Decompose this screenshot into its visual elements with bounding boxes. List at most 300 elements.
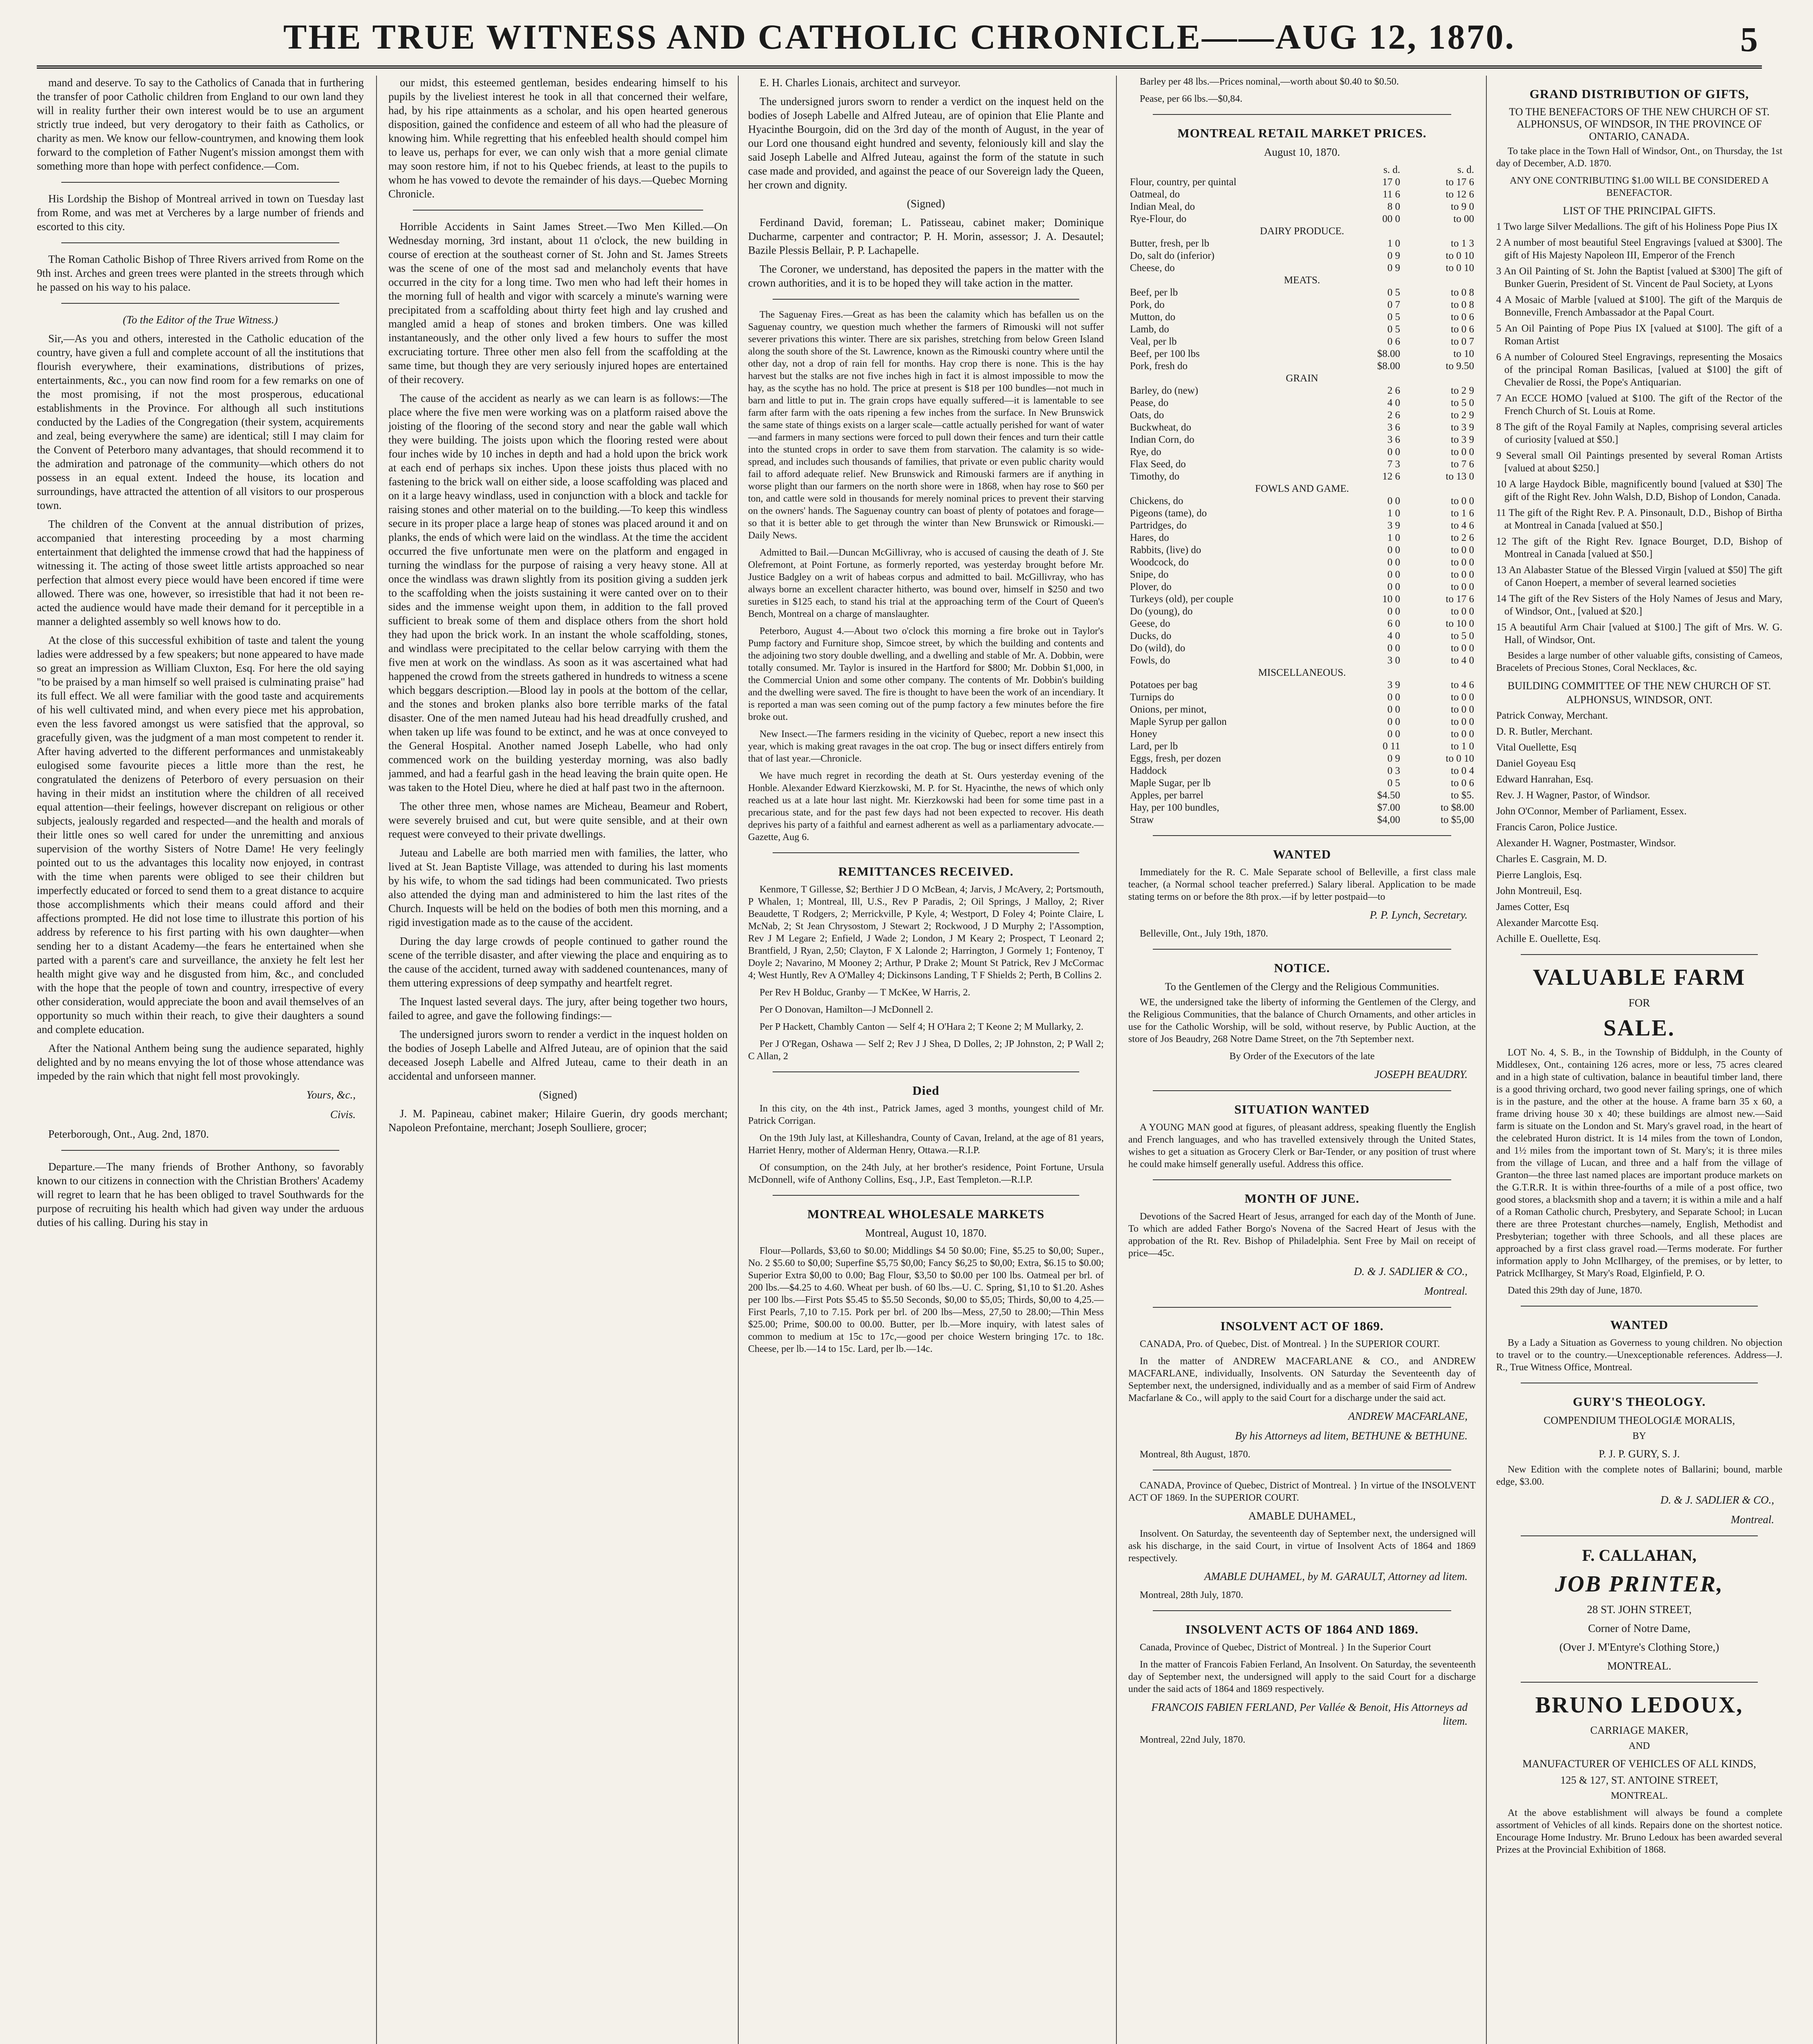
remittance-list: Per Rev H Bolduc, Granby — T McKee, W Harris, 2. xyxy=(760,987,970,998)
signed-label: (Signed) xyxy=(539,1089,577,1101)
table-row xyxy=(1128,385,1476,397)
article-paragraph: Ferdinand David, foreman; L. Patisseau, cabinet maker; Dominique Ducharme, carpenter and contractor; P. H. Morin, assessor; J. A. Desautel; Bazile Plessis Bellair, P. P. Lachapelle. xyxy=(748,216,1104,256)
table-cell: $7.00 xyxy=(1377,802,1401,813)
ad-heading: NOTICE. xyxy=(1274,961,1330,975)
table-cell: to 0 0 xyxy=(1451,704,1474,715)
table-cell: Flour, country, per quintal xyxy=(1130,177,1237,188)
list-item: 3 An Oil Painting of St. John the Baptist [valued at $300] The gift of Bunker Guerin, President of St. Vincent de Paul Society, at Lyons xyxy=(1496,266,1782,289)
letter-paragraph: After the National Anthem being sung the audience separated, highly delighted and by no means envying the lot of those whose attendance was impeded by the rain which that night fell most provokingly. xyxy=(37,1042,364,1082)
table-row xyxy=(1128,618,1476,630)
table-row xyxy=(1128,716,1476,728)
table-cell: 0 0 xyxy=(1387,495,1401,507)
divider xyxy=(1153,1307,1451,1308)
table-row xyxy=(1128,311,1476,323)
table-cell: 1 0 xyxy=(1387,508,1401,519)
list-item: Charles E. Casgrain, M. D. xyxy=(1496,854,1607,865)
table-row xyxy=(1128,654,1476,667)
gift-list xyxy=(1496,220,1782,646)
ad-subheading: AND xyxy=(1629,1741,1650,1751)
table-row xyxy=(1128,789,1476,802)
list-item: James Cotter, Esq xyxy=(1496,901,1569,912)
table-cell: to 0 6 xyxy=(1451,324,1474,335)
divider xyxy=(1521,954,1758,955)
court-line: Canada, Province of Quebec, District of Montreal. } In the Superior Court xyxy=(1140,1642,1431,1653)
article-paragraph: Horrible Accidents in Saint James Street.—Two Men Killed.—On Wednesday morning, 3rd instant, about 11 o'clock, the new building in course of erection at the southeast corner of St. John and St. James Streets was the scene of one of the most sad and melancholy events that have occurred in the city for a long time. Two men who had left their homes in the morning full of health and vigor with scarcely a minute's warning were precipitated from a scaffolding about thirty feet high and lay crushed and mangled amid a heap of stones and broken timbers. One was killed instantaneously, and the other only lived a few hours to suffer the most excruciating torture. Three other men also fell from the scaffolding at the same time, but though they are very seriously injured hopes are entertained of their recovery. xyxy=(388,220,728,385)
obituary: Of consumption, on the 24th July, at her brother's residence, Point Fortune, Ursula McDonnell, wife of Anthony Collins, Esq., J.P., East Templeton.—R.I.P. xyxy=(748,1162,1104,1185)
ad-body: Insolvent. On Saturday, the seventeenth day of September next, the undersigned will ask his discharge, in the said Court, in virtue of Insolvent Acts of 1864 and 1869 respectively. xyxy=(1128,1529,1476,1564)
table-header-cell: s. d. xyxy=(1383,164,1401,175)
ad-subheading: BY xyxy=(1632,1431,1646,1441)
obituary: On the 19th July last, at Killeshandra, County of Cavan, Ireland, at the age of 81 years, Harriet Henry, mother of Alderman Henry, Ottawa.—R.I.P. xyxy=(748,1133,1104,1156)
table-cell: 3 0 xyxy=(1387,655,1401,666)
table-cell: Buckwheat, do xyxy=(1130,422,1191,433)
table-cell: Veal, per lb xyxy=(1130,336,1177,347)
table-cell: to 0 0 xyxy=(1451,581,1474,592)
table-cell: to 10 0 xyxy=(1445,618,1474,629)
list-item: 13 An Alabaster Statue of the Blessed Virgin [valued at $50] The gift of Canon Hoepert, a member of several learned societies xyxy=(1496,565,1782,588)
table-section-label: FOWLS AND GAME. xyxy=(1255,483,1349,494)
divider xyxy=(61,1150,339,1151)
table-cell: 4 0 xyxy=(1387,630,1401,641)
ad-body: WE, the undersigned take the liberty of informing the Gentlemen of the Clergy, and the Religious Communities, that the balance of Church Ornaments, and other articles in use for the Catholic Worship, will be sold, without reserve, by Public Auction, at the store of Jos Beaudry, 268 Notre Dame Street, on the 7th September next. xyxy=(1128,997,1476,1044)
table-row xyxy=(1128,507,1476,520)
table-cell: Honey xyxy=(1130,728,1157,740)
table-row xyxy=(1128,556,1476,569)
divider xyxy=(1153,114,1451,115)
table-cell: 8 0 xyxy=(1387,201,1401,212)
table-cell: Haddock xyxy=(1130,765,1167,776)
table-row xyxy=(1128,520,1476,532)
table-cell: 0 9 xyxy=(1387,753,1401,764)
ad-title: JOB PRINTER, xyxy=(1555,1571,1724,1597)
list-item: Edward Hanrahan, Esq. xyxy=(1496,774,1593,785)
article-paragraph: The Coroner, we understand, has deposited the papers in the matter with the crown authorities, and it is to be hoped they will take action in the matter. xyxy=(748,263,1104,289)
letter-heading: (To the Editor of the True Witness.) xyxy=(123,314,278,326)
table-header-cell: s. d. xyxy=(1457,164,1474,175)
list-item: John O'Connor, Member of Parliament, Essex. xyxy=(1496,806,1687,817)
ad-body: Besides a large number of other valuable gifts, consisting of Cameos, Bracelets of Precious Stones, Coral Necklaces, &c. xyxy=(1496,650,1782,673)
table-cell: Oatmeal, do xyxy=(1130,189,1180,200)
table-cell: to 1 6 xyxy=(1451,508,1474,519)
remittance-list: Per O Donovan, Hamilton—J McDonnell 2. xyxy=(760,1004,933,1015)
ad-subheading: LIST OF THE PRINCIPAL GIFTS. xyxy=(1563,205,1716,217)
ad-subheading: TO THE BENEFACTORS OF THE NEW CHURCH OF ST. ALPHONSUS, OF WINDSOR, IN THE PROVINCE OF ONTARIO, CANADA. xyxy=(1509,106,1770,142)
table-cell: to 1 3 xyxy=(1451,238,1474,249)
table-cell: 4 0 xyxy=(1387,397,1401,408)
table-cell: to 0 4 xyxy=(1451,765,1474,776)
page-number: 5 xyxy=(1740,20,1758,59)
section-heading: MONTREAL RETAIL MARKET PRICES. xyxy=(1177,126,1427,140)
column-1 xyxy=(37,76,364,2044)
table-section-label: DAIRY PRODUCE. xyxy=(1259,226,1345,237)
article-paragraph: The other three men, whose names are Micheau, Beameur and Robert, were severely bruised and cut, but were quite sensible, and at their own request were conveyed to their private dwellings. xyxy=(388,800,728,840)
column-5 xyxy=(1496,76,1782,2044)
table-row xyxy=(1128,348,1476,360)
table-cell: to 2 9 xyxy=(1451,385,1474,396)
table-cell: 0 0 xyxy=(1387,557,1401,568)
table-cell: to 13 0 xyxy=(1445,471,1474,482)
divider xyxy=(1153,1610,1451,1611)
ad-body: At the above establishment will always be found a complete assortment of Vehicles of all kinds. Repairs done on the shortest notice. Encourage Home Industry. Mr. Bruno Ledoux has been awarded several Prizes at the Provincial Exhibition of 1868. xyxy=(1496,1808,1782,1855)
table-cell: to 0 0 xyxy=(1451,446,1474,457)
court-line: CANADA, Province of Quebec, District of Montreal. } In virtue of the INSOLVENT ACT OF 1869. In the SUPERIOR COURT. xyxy=(1128,1480,1476,1503)
table-cell: to 0 0 xyxy=(1451,606,1474,617)
letter-signature: Civis. xyxy=(330,1108,356,1121)
table-cell: to 9.50 xyxy=(1445,361,1474,372)
table-row xyxy=(1128,569,1476,581)
ad-body: Immediately for the R. C. Male Separate school of Belleville, a first class male teacher, (a Normal school teacher preferred.) Salary liberal. Application to be made stating terms on or before the 8th prox.—if by letter postpaid—to xyxy=(1128,867,1476,902)
table-cell: Rye-Flour, do xyxy=(1130,213,1187,224)
list-item: 11 The gift of the Right Rev. P. A. Pinsonault, D.D., Bishop of Birtha at Montreal in Canada [valued at $50.] xyxy=(1496,507,1782,531)
table-row xyxy=(1128,765,1476,777)
article-paragraph: The cause of the accident as nearly as we can learn is as follows:—The place where the five men were working was on a platform raised above the joisting of the flooring of the second story and near the gable wall which they were building. The joists upon which the flooring rested were about four inches wide by 10 inches in depth and had a hold upon the brick work at each end of perhaps six inches. Upon these joists thus placed with no fastening to the brick wall on either side, a loose scaffolding was placed and on it a large heavy windlass, used in conjunction with a block and tackle for raising stones and other material on to the building.—To keep this windless secure in its proper place a large heap of stones was placed around it and on planks, the ends of which were laid on the windlass. At the time the accident occurred the five unfortunate men were on the platform and engaged in turning the windlass for the purpose of raising a very heavy stone. All at once the windlass was drawn slightly from its position giving a sudden jerk to the scaffolding when the joists sustaining it were canted over on to their sides and the immense weight upon them, in addition to the fall proved sufficient to break some of them and displace others from the short hold they had upon the brick work. In an instant the whole scaffolding, stones, and windlass were precipitated to the cellar below carrying with them the five men at work on the windlass. As soon as it was ascertained what had happened the crowd from the streets gathered in hundreds to witness a scene which beggars description.—Blood lay in pools at the bottom of the cellar, and the stones and broken planks also bore terrible marks of the fatal disaster. One of the men named Juteau had his head dreadfully crushed, and when taken up life was found to be extinct, and he was at once conveyed to the General Hospital. Another named Joseph Labelle, who had only commenced work on the building yesterday morning, was also badly jammed, and had a fearful gash in the head leaving the brain quite open. He was taken to the Hotel Dieu, where he died at half past two in the afternoon. xyxy=(388,392,728,793)
table-cell: Pease, do xyxy=(1130,397,1169,408)
table-row xyxy=(1128,360,1476,372)
table-row xyxy=(1128,409,1476,421)
table-row xyxy=(1128,262,1476,274)
table-cell: 1 0 xyxy=(1387,532,1401,543)
table-row xyxy=(1128,188,1476,201)
article-paragraph: The undersigned jurors sworn to render a verdict in the inquest holden on the bodies of Joseph Labelle and Alfred Juteau, are of opinion that the said deceased Joseph Labelle and Alfred Juteau, came to their death in an accidental and unforseen manner. xyxy=(388,1028,728,1082)
ad-subheading: BUILDING COMMITTEE OF THE NEW CHURCH OF ST. ALPHONSUS, WINDSOR, ONT. xyxy=(1507,680,1771,706)
column-3 xyxy=(748,76,1104,2044)
table-cell: Mutton, do xyxy=(1130,312,1176,323)
ad-heading: MONTH OF JUNE. xyxy=(1244,1191,1360,1206)
table-cell: to 0 7 xyxy=(1451,336,1474,347)
ad-heading: SITUATION WANTED xyxy=(1234,1102,1370,1116)
table-cell: 0 5 xyxy=(1387,287,1401,298)
list-item: 10 A large Haydock Bible, magnificently bound [valued at $30] The gift of the Right Rev. John Walsh, D.D, Bishop of London, Canada. xyxy=(1496,479,1782,502)
table-cell: $8.00 xyxy=(1377,361,1401,372)
divider xyxy=(413,210,703,211)
table-cell: 3 6 xyxy=(1387,434,1401,445)
table-cell: to 0 0 xyxy=(1451,495,1474,507)
table-cell: Lard, per lb xyxy=(1130,741,1178,752)
ad-date: Dated this 29th day of June, 1870. xyxy=(1508,1285,1643,1296)
table-cell: Beef, per 100 lbs xyxy=(1130,348,1200,359)
divider xyxy=(1521,1535,1758,1536)
table-cell: Oats, do xyxy=(1130,410,1164,421)
table-cell: 0 5 xyxy=(1387,778,1401,789)
table-cell: to 0 10 xyxy=(1445,262,1474,273)
table-cell: Onions, per minot, xyxy=(1130,704,1207,715)
ad-subheading: P. J. P. GURY, S. J. xyxy=(1598,1448,1680,1460)
ad-date: Montreal, 22nd July, 1870. xyxy=(1140,1735,1246,1745)
ad-city: Montreal. xyxy=(1424,1285,1468,1297)
ad-body: By a Lady a Situation as Governess to young children. No objection to travel or to the country.—Unexceptionable references. Address—J. R., True Witness Office, Montreal. xyxy=(1496,1338,1782,1373)
column-divider xyxy=(1486,76,1487,2044)
list-item: 5 An Oil Painting of Pope Pius IX [valued at $100]. The gift of a Roman Artist xyxy=(1496,323,1782,347)
ad-signature: By his Attorneys ad litem, BETHUNE & BETHUNE. xyxy=(1235,1430,1468,1442)
remittance-list: Kenmore, T Gillesse, $2; Berthier J D O McBean, 4; Jarvis, J McAvery, 2; Portsmouth, P Whalen, 1; Montreal, Ill, U.S., Rev P Paradis, 2; Oil Springs, J Malloy, 2; River Beaudette, T Rodgers, 2; Merrickville, P Kyle, 4; Westport, D Foley 4; Pointe Claire, L McNab, 2; St Jean Chrysostom, J Stewart 2; Rockwood, J D Murphy 2; l'Assomption, Rev J M Legare 2; Enfield, J Wade 2; London, J M Keary 2; Prospect, T Leonard 2; Brantfield, J Ryan, 2,50; Clayton, F X Lalonde 2; Harrington, J Gormely 1; Fontenoy, T Doyle 2; Navarino, M Mooney 2; Arthur, P Drake 2; Mount St Patrick, Rev J McCormac 4; West Huntly, Rev A O'Malley 4; Dickinsons Landing, T F Shields 2; Perth, B Collins 2. xyxy=(748,884,1104,981)
table-cell: Woodcock, do xyxy=(1130,557,1189,568)
table-cell: 3 9 xyxy=(1387,520,1401,531)
table-cell: to 0 0 xyxy=(1451,716,1474,727)
table-cell: Pork, fresh do xyxy=(1130,361,1188,372)
table-cell: Indian Meal, do xyxy=(1130,201,1195,212)
market-date: Montreal, August 10, 1870. xyxy=(865,1227,987,1239)
ad-body: To take place in the Town Hall of Windsor, Ont., on Thursday, the 1st day of December, A.D. 1870. xyxy=(1496,146,1782,169)
table-cell: to 00 xyxy=(1453,213,1474,224)
table-cell: Pork, do xyxy=(1130,299,1165,310)
table-cell: to 12 6 xyxy=(1445,189,1474,200)
table-cell: to 4 6 xyxy=(1451,679,1474,690)
news-item: Departure.—The many friends of Brother Anthony, so favorably known to our citizens in connection with the Christian Brothers' Academy will regret to learn that he has been obliged to travel Southwards for the purpose of recruiting his health which had given way under the arduous duties of his calling. During his stay in xyxy=(37,1161,364,1228)
newspaper-title: THE TRUE WITNESS AND CATHOLIC CHRONICLE——AUG 12, 1870. xyxy=(283,17,1515,56)
table-cell: to 5 0 xyxy=(1451,397,1474,408)
table-cell: 0 0 xyxy=(1387,728,1401,740)
news-item: His Lordship the Bishop of Montreal arrived in town on Tuesday last from Rome, and was met at Vercheres by a large number of friends and escorted to this city. xyxy=(37,193,364,233)
market-report: Barley per 48 lbs.—Prices nominal,—worth about $0.40 to $0.50. xyxy=(1140,76,1399,87)
table-cell: to 0 0 xyxy=(1451,569,1474,580)
table-cell: Ducks, do xyxy=(1130,630,1172,641)
table-cell: 0 9 xyxy=(1387,262,1401,273)
table-cell: 1 0 xyxy=(1387,238,1401,249)
table-cell: to 1 0 xyxy=(1451,741,1474,752)
table-cell: Do, salt do (inferior) xyxy=(1130,250,1215,261)
list-item: Achille E. Ouellette, Esq. xyxy=(1496,933,1601,944)
section-heading: REMITTANCES RECEIVED. xyxy=(838,864,1014,879)
list-item: Pierre Langlois, Esq. xyxy=(1496,870,1582,881)
table-cell: Hares, do xyxy=(1130,532,1169,543)
article-paragraph: During the day large crowds of people continued to gather round the scene of the terrible disaster, and after viewing the place and enquiring as to the cause of the accident, turned away with saddened countenances, many of them uttering expressions of deep sympathy and heartfelt regret. xyxy=(388,935,728,989)
table-cell: to 3 9 xyxy=(1451,422,1474,433)
ad-city: MONTREAL. xyxy=(1607,1660,1672,1672)
table-cell: to 0 8 xyxy=(1451,287,1474,298)
table-section-label: MEATS. xyxy=(1284,275,1320,286)
table-cell: Rye, do xyxy=(1130,446,1161,457)
ad-signature: D. & J. SADLIER & CO., xyxy=(1660,1494,1774,1506)
table-cell: Rabbits, (live) do xyxy=(1130,545,1201,556)
divider xyxy=(773,1195,1079,1196)
article-paragraph: The Inquest lasted several days. The jury, after being together two hours, failed to agree, and gave the following findings:— xyxy=(388,995,728,1022)
table-cell: Lamb, do xyxy=(1130,324,1169,335)
masthead xyxy=(37,16,1762,69)
table-cell: Maple Syrup per gallon xyxy=(1130,716,1227,727)
ad-date: Belleville, Ont., July 19th, 1870. xyxy=(1140,928,1268,939)
table-row xyxy=(1128,802,1476,814)
table-row xyxy=(1128,323,1476,336)
divider xyxy=(773,1071,1079,1072)
table-row xyxy=(1128,630,1476,642)
news-item: The Roman Catholic Bishop of Three Rivers arrived from Rome on the 9th inst. Arches and green trees were planted in the streets through which he passed on his way to his palace. xyxy=(37,253,364,293)
table-row xyxy=(1128,642,1476,654)
list-item: 12 The gift of the Right Rev. Ignace Bourget, D.D, Bishop of Montreal in Canada [valued at $50.] xyxy=(1496,536,1782,560)
ad-address: 28 ST. JOHN STREET, xyxy=(1587,1603,1692,1616)
table-cell: Butter, fresh, per lb xyxy=(1130,238,1210,249)
ad-signature: AMABLE DUHAMEL, by M. GARAULT, Attorney ad litem. xyxy=(1204,1570,1468,1582)
news-item: Admitted to Bail.—Duncan McGillivray, who is accused of causing the death of J. Ste Olefremont, at Point Fortune, as formerly reported, was yesterday brought before Mr. Justice Badgley on a writ of habeas corpus and admitted to bail. McGillivray, who has always borne an excellent character hitherto, was bound over, himself in $250 and two sureties in $125 each, to stand his trial at the approaching term of the Court of Queen's Bench, Montreal on a charge of manslaughter. xyxy=(748,547,1104,619)
table-cell: 0 0 xyxy=(1387,606,1401,617)
table-cell: Snipe, do xyxy=(1130,569,1169,580)
table-cell: Turkeys (old), per couple xyxy=(1130,594,1234,605)
divider xyxy=(1521,1682,1758,1683)
table-cell: to 17 6 xyxy=(1445,594,1474,605)
table-cell: to 0 6 xyxy=(1451,778,1474,789)
letter-closing: Yours, &c., xyxy=(306,1089,356,1101)
ad-heading: INSOLVENT ACTS OF 1864 AND 1869. xyxy=(1185,1622,1419,1636)
article-paragraph: Juteau and Labelle are both married men with families, the latter, who lived at St. Jean Baptiste Village, was attended to during his last moments by his wife, to whom the sad tidings had been communicated. Two priests also attended the dying man and administered to him the last rites of the Church. Inquests will be held on the bodies of both men this morning, and a rigid investigation made as to the cause of the accident. xyxy=(388,847,728,928)
column-divider xyxy=(738,76,739,2044)
table-cell: to $5,00 xyxy=(1441,814,1474,825)
table-cell: 00 0 xyxy=(1382,213,1401,224)
table-cell: Do (young), do xyxy=(1130,606,1193,617)
table-cell: to 4 6 xyxy=(1451,520,1474,531)
article-paragraph: mand and deserve. To say to the Catholics of Canada that in furthering the transfer of poor Catholic children from England to our own land they will in reality further their own interest would be to use an argument strictly true indeed, but very derogatory to their faith as Catholics, or charity as men. We know our fellow-countrymen, and knowing them look forward to the completion of Father Nugent's mission amongst them with something more than hope with perfect confidence.—Com. xyxy=(37,76,364,172)
remittance-list: Per J O'Regan, Oshawa — Self 2; Rev J J Shea, D Dolles, 2; JP Johnston, 2; P Wall 2; C Allan, 2 xyxy=(748,1039,1104,1062)
ad-body: A YOUNG MAN good at figures, of pleasant address, speaking fluently the English and French languages, and who has travelled extensively through the United States, wishes to get a situation as Grocery Clerk or Bar-Tender, or any position of trust where he could make himself generally useful. Address this office. xyxy=(1128,1122,1476,1170)
ad-signature: P. P. Lynch, Secretary. xyxy=(1369,909,1468,921)
ad-body: Devotions of the Sacred Heart of Jesus, arranged for each day of the Month of June. To which are added Father Borgo's Novena of the Sacred Heart of Jesus with the approbation of the Rt. Rev. Bishop of Philadelphia. Sent Free by Mail on receipt of price—45c. xyxy=(1128,1211,1476,1259)
list-item: Patrick Conway, Merchant. xyxy=(1496,710,1608,721)
table-row xyxy=(1128,397,1476,409)
table-cell: Do (wild), do xyxy=(1130,643,1186,654)
table-row xyxy=(1128,458,1476,471)
divider xyxy=(61,242,339,243)
ad-heading: WANTED xyxy=(1273,847,1331,861)
table-cell: to 4 0 xyxy=(1451,655,1474,666)
table-cell: Maple Sugar, per lb xyxy=(1130,778,1211,789)
ad-subheading: COMPENDIUM THEOLOGIÆ MORALIS, xyxy=(1543,1414,1735,1426)
article-paragraph: The undersigned jurors sworn to render a verdict on the inquest held on the bodies of Joseph Labelle and Alfred Juteau, are of opinion that Elie Plante and Hyacinthe Bourgoin, did on the 3rd day of the month of August, in the year of our Lord one thousand eight hundred and seventy, feloniously kill and slay the said Joseph Labelle and Alfred Juteau, against the form of the statute in such case made and provided, and against the peace of our Sovereign lady the Queen, her crown and dignity. xyxy=(748,95,1104,191)
table-cell: 12 6 xyxy=(1382,471,1401,482)
table-cell: 3 9 xyxy=(1387,679,1401,690)
table-cell: 0 0 xyxy=(1387,581,1401,592)
table-cell: 0 6 xyxy=(1387,336,1401,347)
table-cell: Cheese, do xyxy=(1130,262,1175,273)
table-row xyxy=(1128,704,1476,716)
table-cell: Fowls, do xyxy=(1130,655,1170,666)
list-item: 1 Two large Silver Medallions. The gift of his Holiness Pope Pius IX xyxy=(1496,221,1778,232)
table-header-cell xyxy=(1128,164,1349,176)
ad-city: MONTREAL. xyxy=(1611,1791,1668,1801)
table-row xyxy=(1128,238,1476,250)
list-item: Alexander H. Wagner, Postmaster, Windsor. xyxy=(1496,838,1676,849)
table-cell: Straw xyxy=(1130,814,1154,825)
table-cell: to 0 0 xyxy=(1451,545,1474,556)
table-row xyxy=(1128,176,1476,188)
price-table xyxy=(1128,164,1476,826)
table-section-label: MISCELLANEOUS. xyxy=(1258,667,1346,678)
list-item: 15 A beautiful Arm Chair [valued at $100.] The gift of Mrs. W. G. Hall, of Windsor, Ont. xyxy=(1496,622,1782,645)
ad-subheading: To the Gentlemen of the Clergy and the Religious Communities. xyxy=(1165,981,1439,993)
table-row xyxy=(1128,679,1476,691)
ad-date: Montreal, 8th August, 1870. xyxy=(1140,1449,1250,1460)
column-divider xyxy=(1116,76,1117,2044)
ad-address: 125 & 127, ST. ANTOINE STREET, xyxy=(1560,1774,1718,1786)
table-cell: 10 0 xyxy=(1382,594,1401,605)
table-row xyxy=(1128,471,1476,483)
committee-list xyxy=(1496,709,1782,945)
list-item: 8 The gift of the Royal Family at Naples, comprising several articles of curiosity [valued at $50.] xyxy=(1496,421,1782,445)
table-cell: $4,00 xyxy=(1377,814,1401,825)
ad-subheading: FOR xyxy=(1628,997,1650,1009)
table-cell: to 0 6 xyxy=(1451,312,1474,323)
article-paragraph: E. H. Charles Lionais, architect and surveyor. xyxy=(760,76,961,89)
ad-subheading: MANUFACTURER OF VEHICLES OF ALL KINDS, xyxy=(1522,1758,1756,1770)
table-cell: 3 6 xyxy=(1387,422,1401,433)
ad-subheading: CARRIAGE MAKER, xyxy=(1590,1724,1688,1736)
news-item: We have much regret in recording the death at St. Ours yesterday evening of the Honble. Alexander Edward Kierzkowski, M. P. for St. Hyacinthe, the news of which only reached us at a late hour last night. Mr. Kierzkowski had been for some time past in a precarious state, and for the past few days had not been expected to recover. His death deprives his party of a faithful and earnest adherent as well as a parliamentary advocate.—Gazette, Aug 6. xyxy=(748,771,1104,843)
article-paragraph: our midst, this esteemed gentleman, besides endearing himself to his pupils by the liveliest interest he took in all that concerned their welfare, had, by his ripe attainments as a scholar, and his open hearted generous disposition, gained the confidence and esteem of all who had the pleasure of knowing him. While regretting that his enfeebled health should compel him to leave us, perhaps for ever, we can only wish that a more genial climate may soon restore him, if not to his Quebec friends, at least to the pupils to whom he has vowed to devote the remainder of his days.—Quebec Morning Chronicle. xyxy=(388,76,728,200)
list-item: John Montreuil, Esq. xyxy=(1496,885,1582,896)
article-paragraph: J. M. Papineau, cabinet maker; Hilaire Guerin, dry goods merchant; Napoleon Prefontaine, merchant; Joseph Soulliere, grocer; xyxy=(388,1107,728,1134)
ad-heading: GURY'S THEOLOGY. xyxy=(1573,1394,1706,1409)
ad-subheading: AMABLE DUHAMEL, xyxy=(1248,1510,1356,1522)
table-cell: to 0 8 xyxy=(1451,299,1474,310)
table-row xyxy=(1128,691,1476,704)
table-row xyxy=(1128,753,1476,765)
ad-address: (Over J. M'Entyre's Clothing Store,) xyxy=(1559,1641,1719,1653)
list-item: Rev. J. H Wagner, Pastor, of Windsor. xyxy=(1496,790,1650,801)
table-row xyxy=(1128,299,1476,311)
ad-heading: INSOLVENT ACT OF 1869. xyxy=(1220,1319,1384,1333)
table-row xyxy=(1128,728,1476,740)
table-cell: Timothy, do xyxy=(1130,471,1180,482)
table-row xyxy=(1128,544,1476,556)
signed-label: (Signed) xyxy=(907,197,945,210)
divider xyxy=(1153,835,1451,836)
section-heading: MONTREAL WHOLESALE MARKETS xyxy=(807,1207,1045,1221)
table-cell: to 0 0 xyxy=(1451,643,1474,654)
divider xyxy=(1521,1306,1758,1307)
divider xyxy=(1153,1090,1451,1091)
table-row xyxy=(1128,434,1476,446)
divider xyxy=(773,299,1079,300)
table-cell: 0 0 xyxy=(1387,446,1401,457)
table-cell: 0 0 xyxy=(1387,545,1401,556)
table-cell: $4.50 xyxy=(1377,790,1401,801)
table-row xyxy=(1128,532,1476,544)
letter-paragraph: Sir,—As you and others, interested in the Catholic education of the country, have given a full and complete account of all the institutions that flourish everywhere, their examinations, distributions of prizes, entertainments, &c., you can now find room for a few remarks on one of the most promising, if not the most prosperous, educational establishments in the Province. For although all such institutions conducted by the Ladies of the Congregation (their system, acquirements and zeal, being everywhere the same) are identical; still I may claim for the Convent of Peterboro many advantages, that should recommend it to the admiration and patronage of the community—which others do not possess in an equal extent. Indeed the house, its location and surroundings, have attracted the attention of all visitors to our prosperous town. xyxy=(37,332,364,511)
list-item: 14 The gift of the Rev Sisters of the Holy Names of Jesus and Mary, of Windsor, Ont., [valued at $20.] xyxy=(1496,593,1782,617)
table-cell: to 0 10 xyxy=(1445,753,1474,764)
market-report: Pease, per 66 lbs.—$0,84. xyxy=(1140,94,1243,104)
ad-body: By Order of the Executors of the late xyxy=(1229,1051,1375,1062)
court-line: CANADA, Pro. of Quebec, Dist. of Montreal. } In the SUPERIOR COURT. xyxy=(1140,1339,1440,1349)
table-cell: 6 0 xyxy=(1387,618,1401,629)
table-cell: to 3 9 xyxy=(1451,434,1474,445)
table-row xyxy=(1128,740,1476,753)
letter-paragraph: At the close of this successful exhibition of taste and talent the young ladies were addressed by a few speakers; but none appeared to have made so great an impression as William Cluxton, Esq. For here the old saying "to be praised by a man himself so well praised is culminating praise" had its full effect. We all were familiar with the good taste and acquirements of his well cultivated mind, and when every piece met his approbation, even the less favored amongst us were satisfied that the approval, so gracefully given, was the judgment of a man most competent to render it. After having adverted to the different performances and unmistakeably eulogised some favourite pieces a little more than the rest, he congratulated the denizens of Peterboro of every persuasion on their having in their midst an institution where the children of all received equal attention—their feelings, however discrepant on religious or other subjects, jealously regarded and respected—and the health and morals of their little ones so well cared for under the unremitting and anxious supervision of the worthy Sisters of Notre Dame! He very feelingly pointed out to us the advantages this locality now enjoyed, in contrast with the time when parents were obliged to see their children but imperfectly educated or forced to send them to a great distance to acquire those accomplishments which their means could afford and their affections prompted. He did not lose time to illustrate this portion of his address by reference to his first parting with his own daughter—when sending her to a distant Academy—the fears he entertained when she parted with a parent's care and surveillance, the anxiety he felt lest her health might give way and he disgusted from him, &c., and concluded with the hope that the people of town and country, irrespective of every other consideration, would appreciate the boon and avail themselves of an opportunity so much within their reach, to give their daughters a sound and complete education. xyxy=(37,634,364,1035)
table-cell: 7 3 xyxy=(1387,459,1401,470)
table-cell: 2 6 xyxy=(1387,385,1401,396)
table-cell: Potatoes per bag xyxy=(1130,679,1198,690)
ad-body: LOT No. 4, S. B., in the Township of Biddulph, in the County of Middlesex, Ont., containing 126 acres, more or less, 75 acres cleared and in a high state of cultivation, balance in beautiful timber land, there is a good thriving orchard, two good never failing springs, one of which is in the pasture, and the other at the house. A frame barn 35 x 60, a frame driving house 30 x 40; these buildings are almost new.—Said farm is situate on the London and St. Mary's gravel road, in the heart of the celebrated Huron district. It is 14 miles from the town of London, and 1½ miles from the important town of St. Mary's; it is three miles from the village of Lucan, and three and a half from the village of Granton—the three last named places are important produce markets on the G.T.R.R. It is within three-fourths of a mile of a post office, two good stores, a blacksmith shop and a tavern; it is within a mile and a half of a Roman Catholic church, Presbytery, and Separate School; in Lucan there are three Protestant churches—namely, English, Methodist and Presbyterian; together with three Schools, and all these places are approached by a first class gravel road.—Terms moderate. For further information apply to John McIlhargey, of the premises, or by letter, to Patrick McIlhargey, St Mary's Road, Elginfield, P. O. xyxy=(1496,1047,1782,1279)
table-cell: $8.00 xyxy=(1377,348,1401,359)
ad-signature: JOSEPH BEAUDRY. xyxy=(1374,1068,1468,1080)
table-row xyxy=(1128,421,1476,434)
table-cell: to $5. xyxy=(1451,790,1474,801)
obituary: In this city, on the 4th inst., Patrick James, aged 3 months, youngest child of Mr. Patrick Corrigan. xyxy=(748,1103,1104,1126)
table-row xyxy=(1128,581,1476,593)
table-cell: to 2 6 xyxy=(1451,532,1474,543)
ad-date: Montreal, 28th July, 1870. xyxy=(1140,1590,1244,1600)
news-item: Peterboro, August 4.—About two o'clock this morning a fire broke out in Taylor's Pump factory and Furniture shop, Simcoe street, by which the building and contents and the adjoining two story double dwelling, and a dwelling and stable of Mr. A. Dobbin, were totally consumed. Mr. Taylor is insured in the Hartford for $800; Mr. Dobbin $1,000, in the Commercial Union and some other company. The contents of Mr. Dobbin's building and the dwelling were saved. The fire is thought to have been the work of an incendiary. It is reported a man was seen coming out of the pump factory a few minutes before the fire broke out. xyxy=(748,626,1104,722)
table-cell: 2 6 xyxy=(1387,410,1401,421)
list-item: D. R. Butler, Merchant. xyxy=(1496,726,1593,737)
table-cell: to $8.00 xyxy=(1441,802,1474,813)
table-section-label: GRAIN xyxy=(1286,373,1318,384)
ad-title: SALE. xyxy=(1603,1015,1675,1041)
divider xyxy=(61,303,339,304)
table-row xyxy=(1128,446,1476,458)
ad-signature: FRANCOIS FABIEN FERLAND, Per Vallée & Benoit, His Attorneys ad litem. xyxy=(1151,1701,1468,1727)
list-item: 2 A number of most beautiful Steel Engravings [valued at $300]. The gift of His Majesty Napoleon III, Emperor of the French xyxy=(1496,237,1782,261)
section-heading: Died xyxy=(912,1083,939,1098)
ad-note: ANY ONE CONTRIBUTING $1.00 WILL BE CONSIDERED A BENEFACTOR. xyxy=(1510,175,1769,198)
table-cell: to 2 9 xyxy=(1451,410,1474,421)
